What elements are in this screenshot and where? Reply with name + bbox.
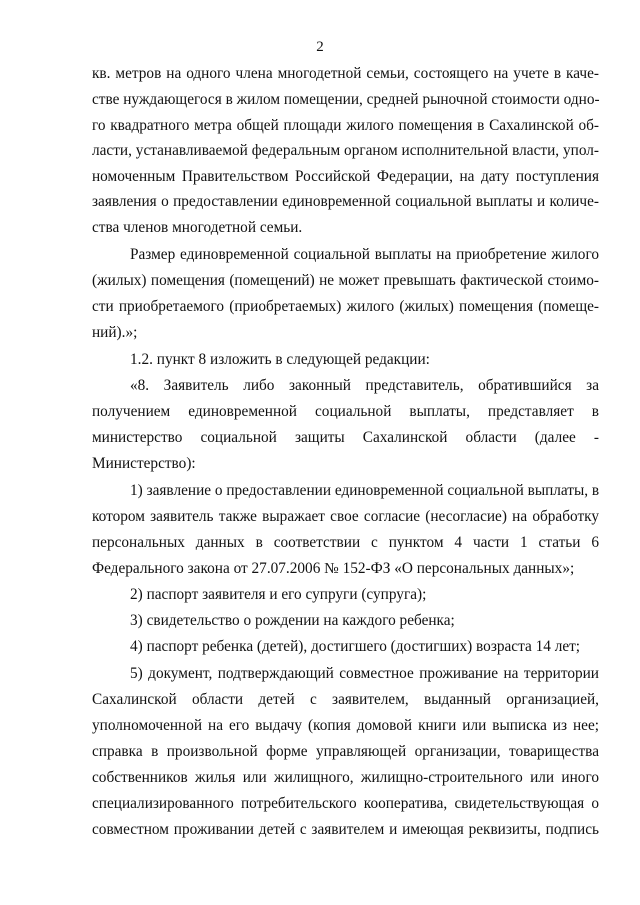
text-line: номоченным Правительством Российской Федерации, на дату поступления <box>92 168 599 185</box>
text-line: министерство социальной защиты Сахалинской области (далее - <box>92 429 599 446</box>
text-line: стве нуждающегося в жилом помещении, средней рыночной стоимости одно- <box>92 91 600 108</box>
text-line: специализированного потребительского кооператива, свидетельствующая о <box>92 795 599 812</box>
text-line: Размер единовременной социальной выплаты на приобретение жилого <box>130 246 599 263</box>
text-line: ний).»; <box>92 324 138 341</box>
text-line: ства членов многодетной семьи. <box>92 219 303 236</box>
text-line: ласти, устанавливаемой федеральным органом исполнительной власти, упол- <box>92 142 599 159</box>
text-line: го квадратного метра общей площади жилого помещения в Сахалинской об- <box>92 117 599 134</box>
text-line: Сахалинской области детей с заявителем, выданный организацией, <box>92 691 599 708</box>
text-line: 5) документ, подтверждающий совместное проживание на территории <box>130 665 599 682</box>
text-line: получением единовременной социальной выплаты, представляет в <box>92 403 599 420</box>
text-line: (жилых) помещения (помещений) не может превышать фактической стоимо- <box>92 272 599 289</box>
text-line: «8. Заявитель либо законный представитель, обратившийся за <box>130 377 599 394</box>
text-line: персональных данных в соответствии с пунктом 4 части 1 статьи 6 <box>92 534 599 551</box>
text-line: котором заявитель также выражает свое согласие (несогласие) на обработку <box>92 508 599 525</box>
text-line: 1) заявление о предоставлении единовременной социальной выплаты, в <box>130 482 600 499</box>
text-line: совместном проживании детей с заявителем и имеющая реквизиты, подпись <box>92 821 599 838</box>
text-line: 3) свидетельство о рождении на каждого ребенка; <box>130 612 455 629</box>
text-line: сти приобретаемого (приобретаемых) жилого (жилых) помещения (помеще- <box>92 298 599 315</box>
page-number: 2 <box>316 39 324 55</box>
text-line: 1.2. пункт 8 изложить в следующей редакции: <box>130 351 430 368</box>
text-line: кв. метров на одного члена многодетной семьи, состоящего на учете в каче- <box>92 65 599 82</box>
text-line: собственников жилья или жилищного, жилищно-строительного или иного <box>92 769 599 786</box>
text-line: уполномоченной на его выдачу (копия домовой книги или выписка из нее; <box>92 717 599 734</box>
text-line: Министерство): <box>92 455 196 472</box>
text-line: заявления о предоставлении единовременной социальной выплаты и количе- <box>92 193 599 210</box>
text-line: 2) паспорт заявителя и его супруги (супруга); <box>130 586 427 603</box>
text-line: справка в произвольной форме управляющей организации, товарищества <box>92 743 599 760</box>
text-line: 4) паспорт ребенка (детей), достигшего (достигших) возраста 14 лет; <box>130 638 581 655</box>
text-line: Федерального закона от 27.07.2006 № 152-ФЗ «О персональных данных»; <box>92 560 575 577</box>
